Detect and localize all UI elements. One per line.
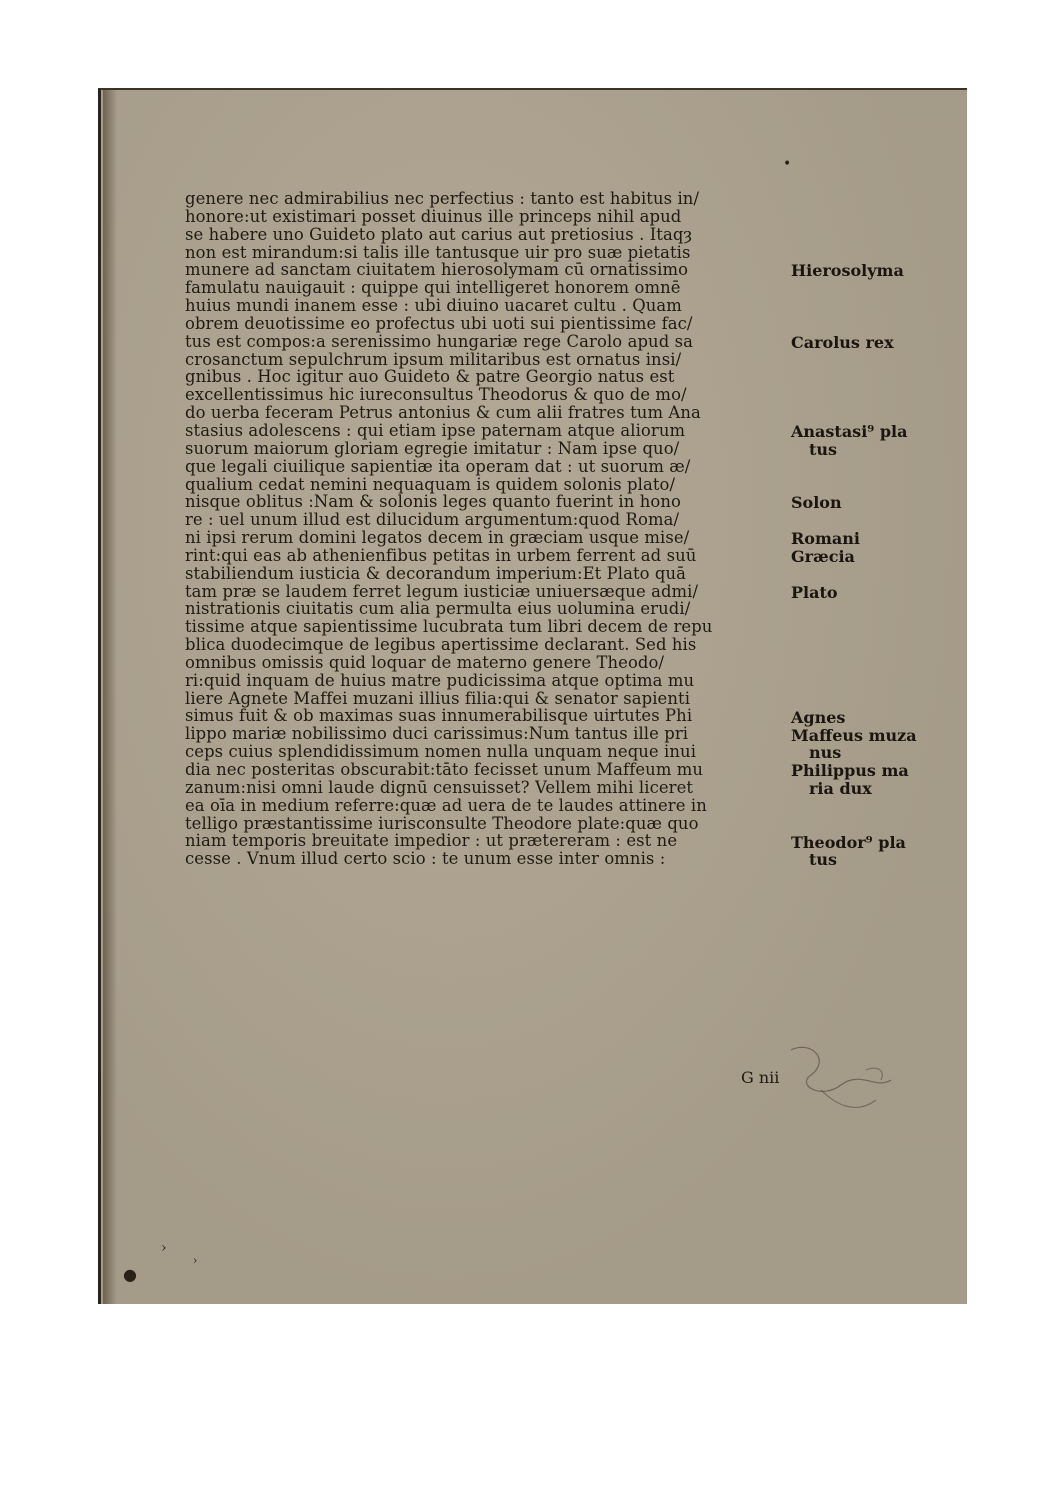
text-line: cesse . Vnum illud certo scio : te unum esse inter omnis : <box>185 849 666 869</box>
text-line: ri:quid inquam de huius matre pudicissima atque optima mu <box>185 670 695 690</box>
margin-note: Hierosolyma <box>791 261 904 281</box>
margin-note: Solon <box>791 493 842 513</box>
ink-speck-mark: › <box>161 1240 167 1256</box>
text-line: qualium cedat nemini nequaquam is quidem solonis plato/ <box>185 474 676 494</box>
margin-note: tus <box>809 850 838 870</box>
margin-note: nus <box>809 743 842 763</box>
text-line: que legali ciuilique sapientiæ ita operam dat : ut suorum æ/ <box>185 456 691 476</box>
text-line: excellentissimus hic iureconsultus Theodorus & quo de mo/ <box>185 385 687 405</box>
ink-speck-mark: ● <box>123 1265 137 1284</box>
text-line: tus est compos:a serenissimo hungariæ rege Carolo apud sa <box>185 331 693 351</box>
text-line: do uerba feceram Petrus antonius & cum alii fratres tum Ana <box>185 403 701 423</box>
text-line: ceps cuius splendidissimum nomen nulla unquam neque inui <box>185 742 697 762</box>
margin-note: ria dux <box>809 779 872 799</box>
ink-speck-mark: • <box>783 156 792 172</box>
text-line: zanum:nisi omni laude dignū censuisset? Vellem mihi liceret <box>185 777 694 797</box>
text-line: crosanctum sepulchrum ipsum militaribus est ornatus insi/ <box>185 349 682 369</box>
text-line: non est mirandum:si talis ille tantusque uir pro suæ pietatis <box>185 242 691 262</box>
margin-note: Plato <box>791 582 838 602</box>
margin-note: tus <box>809 439 838 459</box>
margin-note: Agnes <box>791 707 846 727</box>
text-line: rint:qui eas ab athenienfibus petitas in urbem ferrent ad suū <box>185 545 697 565</box>
body-text <box>185 190 885 868</box>
text-line: simus fuit & ob maximas suas innumerabilisque uirtutes Phi <box>185 706 693 726</box>
text-line: omnibus omissis quid loquar de materno genere Theodo/ <box>185 652 665 672</box>
margin-note: Maffeus muza <box>791 725 917 745</box>
ink-flourish-decoration <box>781 1030 901 1120</box>
text-line: tam præ se laudem ferret legum iusticiæ uniuersæque admi/ <box>185 581 699 601</box>
text-line: blica duodecimque de legibus apertissime declarant. Sed his <box>185 635 697 655</box>
text-line: telligo præstantissime iurisconsulte Theodore plate:quæ quo <box>185 813 699 833</box>
text-line: niam temporis breuitate impedior : ut prætereram : est ne <box>185 831 678 851</box>
text-line: lippo mariæ nobilissimo duci carissimus:Num tantus ille pri <box>185 724 689 744</box>
text-line: nisque oblitus :Nam & solonis leges quanto fuerint in hono <box>185 492 681 512</box>
margin-note: Anastasi⁹ pla <box>791 422 908 442</box>
text-line: liere Agnete Maffei muzani illius filia:qui & senator sapienti <box>185 688 691 708</box>
page-gutter-shadow <box>103 90 117 1304</box>
text-line: stabiliendum iusticia & decorandum imperium:Et Plato quā <box>185 563 687 583</box>
ink-speck-mark: › <box>193 1254 198 1267</box>
text-line: suorum maiorum gloriam egregie imitatur : Nam ipse quo/ <box>185 438 680 458</box>
text-line: gnibus . Hoc igitur auo Guideto & patre Georgio natus est <box>185 367 675 387</box>
text-line: honore:ut existimari posset diuinus ille princeps nihil apud <box>185 206 682 226</box>
text-line: famulatu nauigauit : quippe qui intelligeret honorem omnē <box>185 278 681 298</box>
text-line: nistrationis ciuitatis cum alia permulta eius uolumina erudi/ <box>185 599 691 619</box>
margin-note: Græcia <box>791 547 855 566</box>
margin-note: Romani <box>791 529 860 549</box>
text-line: dia nec posteritas obscurabit:tāto fecisset unum Maffeum mu <box>185 760 704 779</box>
catchword: G nii <box>741 1068 780 1087</box>
text-line: huius mundi inanem esse : ubi diuino uacaret cultu . Quam <box>185 296 682 316</box>
text-line: obrem deuotissime eo profectus ubi uoti sui pientissime fac/ <box>185 313 693 333</box>
margin-note: Philippus ma <box>791 761 909 781</box>
text-line: re : uel unum illud est dilucidum argumentum:quod Roma/ <box>185 510 680 530</box>
text-line: ni ipsi rerum domini legatos decem in græciam usque mise/ <box>185 528 690 548</box>
margin-note: Carolus rex <box>791 332 894 352</box>
manuscript-page <box>98 88 967 1304</box>
margin-note: Theodor⁹ pla <box>791 832 906 852</box>
text-line: genere nec admirabilius nec perfectius : tanto est habitus in/ <box>185 189 700 208</box>
text-line: ea oīa in medium referre:quæ ad uera de te laudes attinere in <box>185 795 707 815</box>
text-line: munere ad sanctam ciuitatem hierosolymam cū ornatissimo <box>185 260 689 280</box>
text-line: stasius adolescens : qui etiam ipse paternam atque aliorum <box>185 420 686 440</box>
text-line: tissime atque sapientissime lucubrata tum libri decem de repu <box>185 617 713 637</box>
text-line: se habere uno Guideto plato aut carius aut pretiosius . Itaqȝ <box>185 224 693 244</box>
